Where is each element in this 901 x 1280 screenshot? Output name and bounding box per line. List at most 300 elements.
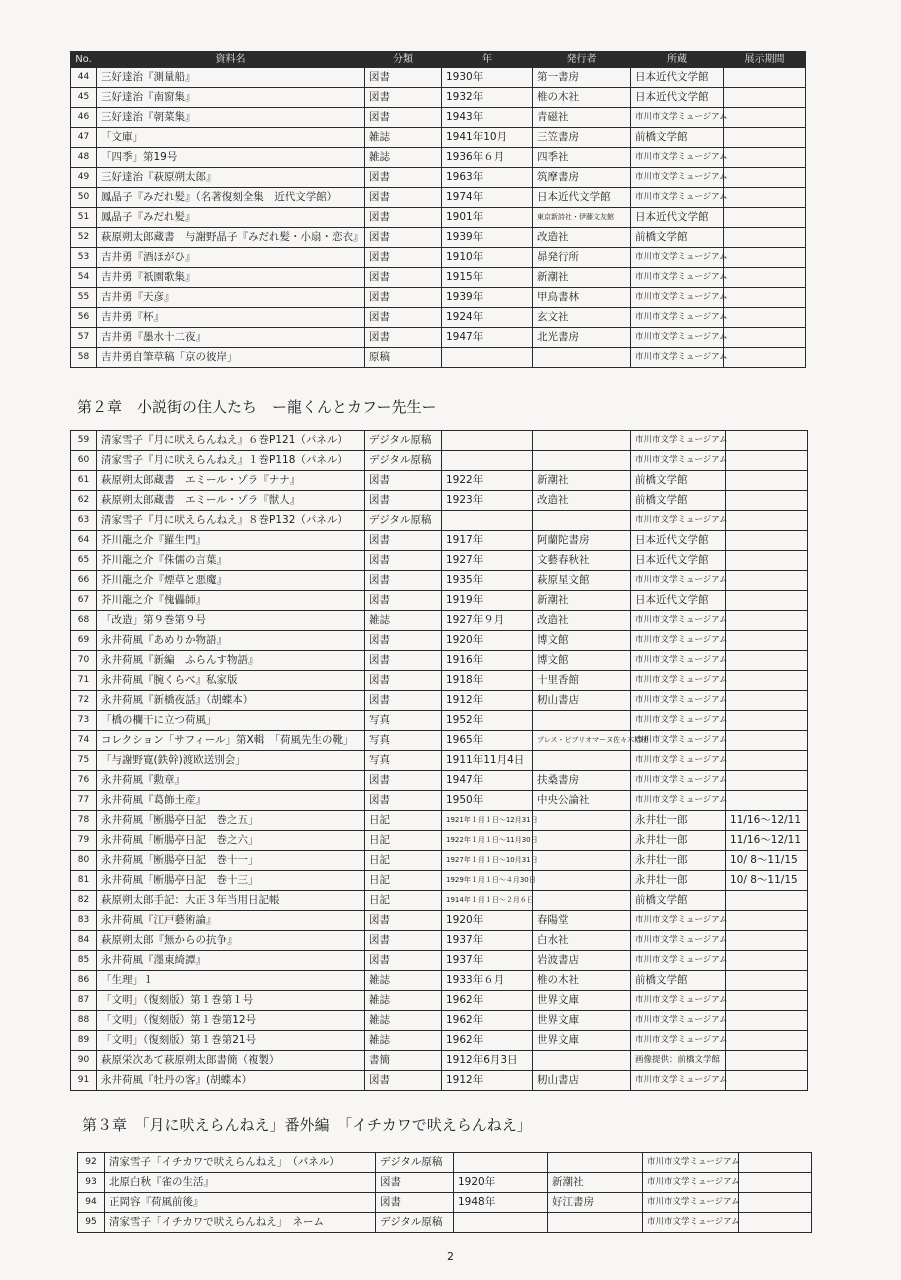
table-row <box>71 228 806 248</box>
row-type: 日記 <box>365 871 442 891</box>
table-row <box>78 1213 812 1233</box>
row-type: 雑誌 <box>365 971 442 991</box>
row-no: 88 <box>71 1011 97 1031</box>
row-title: 吉井勇『酒ほがひ』 <box>97 248 365 268</box>
row-year: 1901年 <box>442 208 533 228</box>
row-period <box>726 511 808 531</box>
row-title: 永井荷風『牡丹の客』(胡蝶本） <box>97 1071 365 1091</box>
row-publisher: 中央公論社 <box>533 791 631 811</box>
table-row <box>71 971 808 991</box>
row-period <box>726 771 808 791</box>
row-year: 1962年 <box>442 1011 533 1031</box>
row-type: 図書 <box>365 188 442 208</box>
row-type: 図書 <box>365 571 442 591</box>
row-no: 77 <box>71 791 97 811</box>
row-period <box>726 571 808 591</box>
row-publisher: 第一書房 <box>533 68 631 88</box>
row-holder: 日本近代文学館 <box>631 591 726 611</box>
row-holder: 市川市文学ミュージアム <box>631 451 726 471</box>
row-type: デジタル原稿 <box>365 511 442 531</box>
row-period <box>739 1153 812 1173</box>
row-period <box>724 208 806 228</box>
table-row <box>71 491 808 511</box>
row-publisher <box>533 891 631 911</box>
row-year: 1937年 <box>442 931 533 951</box>
table-row <box>71 631 808 651</box>
row-period <box>726 691 808 711</box>
row-publisher: 好江書房 <box>548 1193 643 1213</box>
row-period <box>739 1173 812 1193</box>
row-publisher: 籾山書店 <box>533 691 631 711</box>
row-year: 1923年 <box>442 491 533 511</box>
row-period <box>724 228 806 248</box>
row-period <box>739 1193 812 1213</box>
row-year: 1911年11月4日 <box>442 751 533 771</box>
table-row <box>71 148 806 168</box>
row-period <box>724 128 806 148</box>
row-holder: 市川市文学ミュージアム <box>631 148 724 168</box>
row-period: 10/ 8～11/15 <box>726 851 808 871</box>
row-no: 76 <box>71 771 97 791</box>
table-row <box>71 451 808 471</box>
table-row <box>78 1193 812 1213</box>
row-type: 図書 <box>365 168 442 188</box>
row-type: 図書 <box>365 1071 442 1091</box>
row-holder: 市川市文学ミュージアム <box>631 268 724 288</box>
row-title: 永井荷風「断腸亭日記 巻十三」 <box>97 871 365 891</box>
row-publisher: 新潮社 <box>548 1173 643 1193</box>
row-publisher: 改造社 <box>533 491 631 511</box>
table-row <box>71 1051 808 1071</box>
row-period <box>726 671 808 691</box>
row-year: 1912年 <box>442 691 533 711</box>
table-header-row <box>71 52 806 68</box>
table-row <box>71 951 808 971</box>
row-publisher: 北光書房 <box>533 328 631 348</box>
row-title: 三好達治『朝菜集』 <box>97 108 365 128</box>
row-title: 清家雪子『月に吠えらんねえ』１巻P118（パネル） <box>97 451 365 471</box>
row-title: 「文庫」 <box>97 128 365 148</box>
row-publisher: 白水社 <box>533 931 631 951</box>
row-title: 萩原栄次あて萩原朔太郎書簡（複製） <box>97 1051 365 1071</box>
row-holder: 市川市文学ミュージアム <box>631 308 724 328</box>
row-title: 「文明」（復刻版）第１巻第12号 <box>97 1011 365 1031</box>
row-year: 1950年 <box>442 791 533 811</box>
row-holder: 市川市文学ミュージアム <box>631 1071 726 1091</box>
row-publisher: 扶桑書房 <box>533 771 631 791</box>
row-period <box>726 611 808 631</box>
exhibit-table-3 <box>77 1152 812 1233</box>
row-holder: 永井壮一郎 <box>631 831 726 851</box>
row-no: 56 <box>71 308 97 328</box>
table-row <box>71 288 806 308</box>
row-type: 写真 <box>365 751 442 771</box>
table-row <box>71 671 808 691</box>
header-period: 展示期間 <box>724 52 806 68</box>
row-title: 永井荷風『濹東綺譚』 <box>97 951 365 971</box>
row-no: 65 <box>71 551 97 571</box>
row-holder: 市川市文学ミュージアム <box>631 931 726 951</box>
row-type: 雑誌 <box>365 991 442 1011</box>
row-year <box>454 1213 548 1233</box>
row-holder: 市川市文学ミュージアム <box>631 611 726 631</box>
row-holder: 市川市文学ミュージアム <box>631 1011 726 1031</box>
row-period <box>724 288 806 308</box>
row-year: 1918年 <box>442 671 533 691</box>
row-no: 59 <box>71 431 97 451</box>
row-type: 図書 <box>365 551 442 571</box>
row-no: 63 <box>71 511 97 531</box>
row-period <box>724 168 806 188</box>
table-row <box>71 308 806 328</box>
row-holder: 市川市文学ミュージアム <box>631 288 724 308</box>
row-holder: 市川市文学ミュージアム <box>643 1193 739 1213</box>
table-row <box>71 751 808 771</box>
row-type: 図書 <box>365 531 442 551</box>
row-title: 萩原朔太郎手記：大正３年当用日記帳 <box>97 891 365 911</box>
row-publisher <box>533 831 631 851</box>
row-year: 1962年 <box>442 991 533 1011</box>
row-no: 69 <box>71 631 97 651</box>
row-period <box>726 951 808 971</box>
row-type: 書簡 <box>365 1051 442 1071</box>
row-type: 原稿 <box>365 348 442 368</box>
row-publisher <box>533 811 631 831</box>
row-publisher: 岩波書店 <box>533 951 631 971</box>
row-type: 日記 <box>365 831 442 851</box>
row-no: 89 <box>71 1031 97 1051</box>
row-holder: 市川市文学ミュージアム <box>631 571 726 591</box>
row-no: 90 <box>71 1051 97 1071</box>
row-year <box>442 348 533 368</box>
row-type: 図書 <box>365 951 442 971</box>
row-year: 1932年 <box>442 88 533 108</box>
row-year: 1917年 <box>442 531 533 551</box>
table-row <box>71 991 808 1011</box>
row-holder: 日本近代文学館 <box>631 531 726 551</box>
row-year: 1935年 <box>442 571 533 591</box>
row-no: 81 <box>71 871 97 891</box>
row-year: 1912年 <box>442 1071 533 1091</box>
row-year: 1916年 <box>442 651 533 671</box>
table-row <box>71 431 808 451</box>
chapter-3-heading: 第３章 「月に吠えらんねえ」番外編 「イチカワで吠えらんねえ」 <box>82 1116 532 1134</box>
row-no: 68 <box>71 611 97 631</box>
row-period <box>726 931 808 951</box>
row-year <box>442 511 533 531</box>
row-type: 図書 <box>365 208 442 228</box>
row-type: デジタル原稿 <box>376 1213 454 1233</box>
row-publisher <box>533 431 631 451</box>
table-row <box>71 531 808 551</box>
row-no: 79 <box>71 831 97 851</box>
table-row <box>78 1173 812 1193</box>
row-period <box>726 891 808 911</box>
row-type: 雑誌 <box>365 128 442 148</box>
row-title: 吉井勇『祇園歌集』 <box>97 268 365 288</box>
row-period <box>726 1011 808 1031</box>
row-period <box>726 911 808 931</box>
row-title: 永井荷風『腕くらべ』私家版 <box>97 671 365 691</box>
row-year: 1910年 <box>442 248 533 268</box>
row-no: 78 <box>71 811 97 831</box>
row-title: 清家雪子『月に吠えらんねえ』６巻P121（パネル） <box>97 431 365 451</box>
row-year <box>454 1153 548 1173</box>
table-row <box>71 811 808 831</box>
row-type: 雑誌 <box>365 611 442 631</box>
row-title: 永井荷風「断腸亭日記 巻之六」 <box>97 831 365 851</box>
row-type: 写真 <box>365 711 442 731</box>
row-holder: 永井壮一郎 <box>631 811 726 831</box>
row-no: 86 <box>71 971 97 991</box>
row-title: 永井荷風『あめりか物語』 <box>97 631 365 651</box>
row-year: 1922年 <box>442 471 533 491</box>
row-period <box>726 711 808 731</box>
table-row <box>71 591 808 611</box>
row-title: 三好達治『萩原朔太郎』 <box>97 168 365 188</box>
table-row <box>71 68 806 88</box>
row-publisher <box>533 348 631 368</box>
row-title: 「与謝野寛(鉄幹)渡欧送別会」 <box>97 751 365 771</box>
row-period <box>726 991 808 1011</box>
row-type: 図書 <box>365 248 442 268</box>
row-publisher: 新潮社 <box>533 471 631 491</box>
row-period <box>726 531 808 551</box>
row-publisher: 世界文庫 <box>533 991 631 1011</box>
row-no: 58 <box>71 348 97 368</box>
row-period <box>739 1213 812 1233</box>
row-no: 74 <box>71 731 97 751</box>
header-holder: 所蔵 <box>631 52 724 68</box>
row-type: 図書 <box>365 691 442 711</box>
row-no: 64 <box>71 531 97 551</box>
row-no: 48 <box>71 148 97 168</box>
row-holder: 前橋文学館 <box>631 891 726 911</box>
row-holder: 前橋文学館 <box>631 128 724 148</box>
row-publisher <box>533 851 631 871</box>
row-title: 「文明」（復刻版）第１巻第１号 <box>97 991 365 1011</box>
row-no: 52 <box>71 228 97 248</box>
row-title: 吉井勇自筆草稿「京の彼岸」 <box>97 348 365 368</box>
table-row <box>71 1071 808 1091</box>
row-no: 47 <box>71 128 97 148</box>
row-type: 図書 <box>365 88 442 108</box>
table-row <box>71 831 808 851</box>
row-year: 1948年 <box>454 1193 548 1213</box>
row-period <box>726 651 808 671</box>
row-period <box>726 1071 808 1091</box>
row-publisher: 阿蘭陀書房 <box>533 531 631 551</box>
row-year: 1912年6月3日 <box>442 1051 533 1071</box>
row-period <box>724 268 806 288</box>
table-row <box>71 731 808 751</box>
row-year: 1974年 <box>442 188 533 208</box>
row-no: 85 <box>71 951 97 971</box>
table-row <box>71 268 806 288</box>
row-type: 図書 <box>365 771 442 791</box>
row-publisher <box>548 1153 643 1173</box>
row-period <box>726 431 808 451</box>
row-type: 図書 <box>365 328 442 348</box>
row-holder: 市川市文学ミュージアム <box>631 991 726 1011</box>
header-title: 資料名 <box>97 52 365 68</box>
row-holder: 市川市文学ミュージアム <box>631 771 726 791</box>
row-publisher: 世界文庫 <box>533 1031 631 1051</box>
row-publisher: 十里香館 <box>533 671 631 691</box>
row-year: 1919年 <box>442 591 533 611</box>
row-title: 永井荷風『勲章』 <box>97 771 365 791</box>
row-year: 1962年 <box>442 1031 533 1051</box>
row-year: 1933年６月 <box>442 971 533 991</box>
row-holder: 市川市文学ミュージアム <box>631 671 726 691</box>
row-type: 図書 <box>365 911 442 931</box>
row-holder: 画像提供：前橋文学館 <box>631 1051 726 1071</box>
row-publisher: 萩原星文館 <box>533 571 631 591</box>
row-holder: 市川市文学ミュージアム <box>631 1031 726 1051</box>
row-publisher <box>533 451 631 471</box>
row-year: 1947年 <box>442 771 533 791</box>
row-type: 図書 <box>376 1193 454 1213</box>
row-holder: 市川市文学ミュージアム <box>631 328 724 348</box>
row-period <box>726 471 808 491</box>
row-title: 芥川龍之介『煙草と悪魔』 <box>97 571 365 591</box>
row-title: 永井荷風『新編 ふらんす物語』 <box>97 651 365 671</box>
row-period <box>724 308 806 328</box>
row-year: 1921年１月１日～12月31日 <box>442 811 533 831</box>
row-no: 50 <box>71 188 97 208</box>
row-year: 1922年１月１日～11月30日 <box>442 831 533 851</box>
header-publisher: 発行者 <box>533 52 631 68</box>
row-title: 萩原朔太郎『無からの抗争』 <box>97 931 365 951</box>
row-type: 雑誌 <box>365 1011 442 1031</box>
row-year: 1929年１月１日～４月30日 <box>442 871 533 891</box>
row-year: 1920年 <box>442 631 533 651</box>
row-no: 92 <box>78 1153 105 1173</box>
row-no: 95 <box>78 1213 105 1233</box>
row-publisher: 東京新詩社・伊藤文友館 <box>533 208 631 228</box>
row-period <box>726 491 808 511</box>
row-title: 「四季」第19号 <box>97 148 365 168</box>
row-title: 「橋の欄干に立つ荷風」 <box>97 711 365 731</box>
row-holder: 前橋文学館 <box>631 491 726 511</box>
row-type: 図書 <box>365 268 442 288</box>
row-period <box>724 88 806 108</box>
row-publisher <box>533 871 631 891</box>
row-title: 永井荷風「断腸亭日記 巻之五」 <box>97 811 365 831</box>
row-year: 1939年 <box>442 228 533 248</box>
row-title: 永井荷風「断腸亭日記 巻十一」 <box>97 851 365 871</box>
row-year: 1927年 <box>442 551 533 571</box>
row-holder: 市川市文学ミュージアム <box>631 911 726 931</box>
row-period <box>726 591 808 611</box>
row-year: 1930年 <box>442 68 533 88</box>
row-publisher: 日本近代文学館 <box>533 188 631 208</box>
row-type: 図書 <box>365 671 442 691</box>
row-no: 61 <box>71 471 97 491</box>
row-publisher: 昴発行所 <box>533 248 631 268</box>
table-row <box>71 791 808 811</box>
row-holder: 市川市文学ミュージアム <box>631 631 726 651</box>
row-year: 1952年 <box>442 711 533 731</box>
row-type: 雑誌 <box>365 1031 442 1051</box>
row-no: 54 <box>71 268 97 288</box>
row-type: 図書 <box>365 308 442 328</box>
row-title: 萩原朔太郎蔵書 エミール・ゾラ『獣人』 <box>97 491 365 511</box>
row-year: 1936年６月 <box>442 148 533 168</box>
row-period <box>726 1051 808 1071</box>
row-title: 永井荷風『葛飾土産』 <box>97 791 365 811</box>
row-title: 鳳晶子『みだれ髪』 <box>97 208 365 228</box>
row-no: 49 <box>71 168 97 188</box>
row-title: 芥川龍之介『傀儡師』 <box>97 591 365 611</box>
table-row <box>71 248 806 268</box>
row-title: 三好達治『測量船』 <box>97 68 365 88</box>
row-holder: 市川市文学ミュージアム <box>631 348 724 368</box>
chapter-2-heading: 第２章 小説街の住人たち ー龍くんとカフー先生ー <box>77 398 437 416</box>
row-publisher <box>533 1051 631 1071</box>
row-no: 84 <box>71 931 97 951</box>
row-holder: 前橋文学館 <box>631 471 726 491</box>
row-holder: 市川市文学ミュージアム <box>631 431 726 451</box>
row-title: 吉井勇『墨水十二夜』 <box>97 328 365 348</box>
row-holder: 市川市文学ミュージアム <box>643 1213 739 1233</box>
row-period <box>726 731 808 751</box>
row-type: 図書 <box>365 591 442 611</box>
row-period <box>724 68 806 88</box>
row-period <box>726 791 808 811</box>
row-title: 清家雪子「イチカワで吠えらんねえ」 ネーム <box>105 1213 376 1233</box>
row-period <box>724 348 806 368</box>
table-row <box>71 551 808 571</box>
table-row <box>71 911 808 931</box>
table-row <box>71 931 808 951</box>
row-publisher: 新潮社 <box>533 591 631 611</box>
row-type: デジタル原稿 <box>365 431 442 451</box>
row-no: 46 <box>71 108 97 128</box>
row-publisher: 改造社 <box>533 611 631 631</box>
row-publisher <box>548 1213 643 1233</box>
row-period <box>726 1031 808 1051</box>
table-row <box>71 1011 808 1031</box>
row-holder: 市川市文学ミュージアム <box>631 188 724 208</box>
row-title: 「文明」（復刻版）第１巻第21号 <box>97 1031 365 1051</box>
row-publisher <box>533 511 631 531</box>
table-row <box>71 168 806 188</box>
row-title: 吉井勇『杯』 <box>97 308 365 328</box>
table-row <box>71 711 808 731</box>
row-title: 三好達治『南窗集』 <box>97 88 365 108</box>
row-holder: 市川市文学ミュージアム <box>631 511 726 531</box>
table-row <box>78 1153 812 1173</box>
row-holder: 市川市文学ミュージアム <box>631 751 726 771</box>
row-year: 1963年 <box>442 168 533 188</box>
table-row <box>71 771 808 791</box>
row-no: 66 <box>71 571 97 591</box>
row-type: 図書 <box>365 108 442 128</box>
row-publisher: 筑摩書房 <box>533 168 631 188</box>
row-type: 図書 <box>365 68 442 88</box>
row-no: 45 <box>71 88 97 108</box>
row-no: 87 <box>71 991 97 1011</box>
table-row <box>71 651 808 671</box>
page-number: 2 <box>447 1250 454 1263</box>
row-publisher <box>533 711 631 731</box>
row-holder: 日本近代文学館 <box>631 88 724 108</box>
row-publisher: 四季社 <box>533 148 631 168</box>
row-no: 44 <box>71 68 97 88</box>
row-year: 1937年 <box>442 951 533 971</box>
row-type: 図書 <box>365 651 442 671</box>
